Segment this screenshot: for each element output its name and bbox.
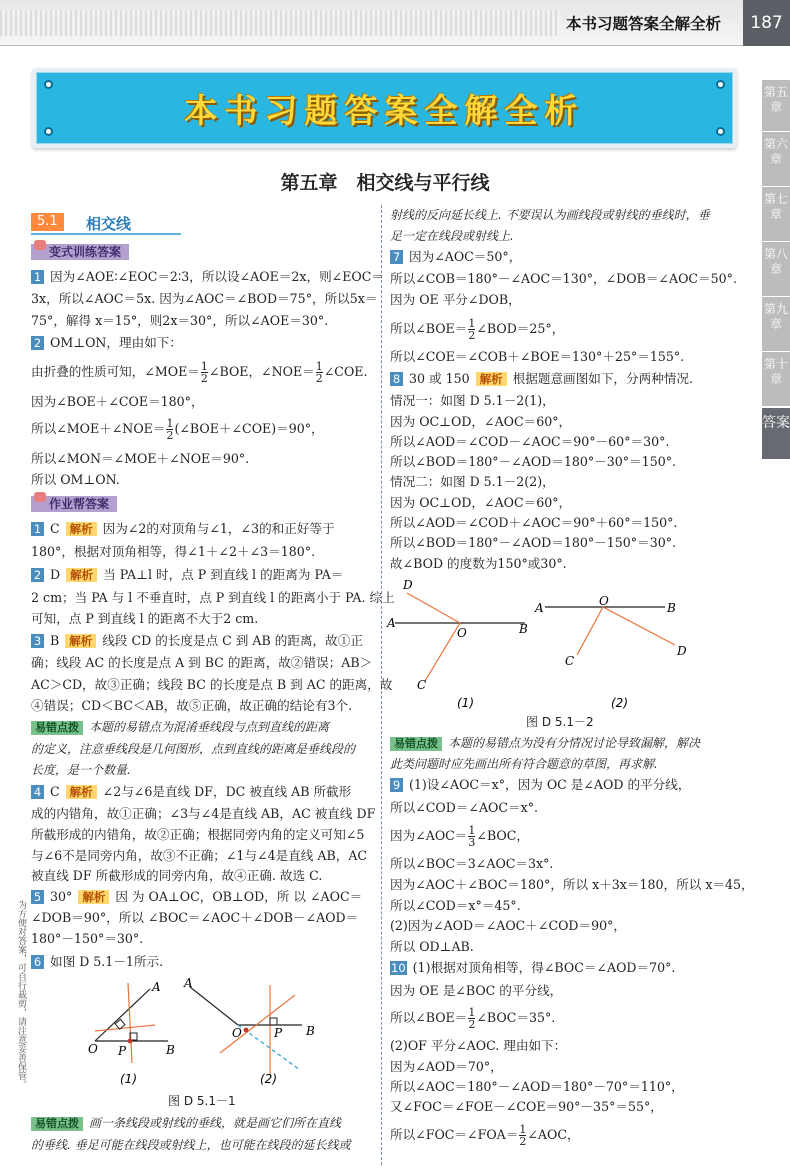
banner-rivet-icon [716,80,725,89]
answer-line: 2 cm；当 PA 与 l 不垂直时，点 P 到直线 l 的距离小于 PA. 综上 [31,590,395,605]
answer-line: 所以∠COB＝180°－∠AOC＝130°，∠DOB＝∠AOC＝50°. [390,271,737,286]
answer-line: 与∠6不是同旁内角，故③不正确；∠1与∠4是直线 AB，AC [31,848,368,863]
answer-line: (2)因为∠AOD＝∠AOC＋∠COD＝90°， [390,918,627,933]
answer-line: 所以∠COD＝x°＝45°. [390,898,521,913]
fraction: $\frac{1}{2}$ [166,417,174,442]
question-number: 1 [31,270,44,284]
question-number: 6 [31,955,44,969]
question-number: 8 [390,372,403,386]
answer-line: 因为 OC⊥OD，∠AOC＝60°， [390,414,572,429]
answer-line: 所以∠BOE＝ $\frac{1}{2}$ ∠BOC＝35°. [390,1006,556,1031]
svg-text:B: B [667,601,676,615]
note-tag: 易错点拨 [390,737,442,751]
answer-line: 所截形成的内错角，故②正确；根据同旁内角的定义可知∠5 [31,827,365,842]
answer-line: 6 如图 D 5.1－1所示. [31,953,163,971]
answer-line: 1 C 解析 因为∠2的对顶角与∠1，∠3的和正好等于 [31,520,335,538]
answer-line: 4 C 解析 ∠2与∠6是直线 DF，DC 被直线 AB 所截形 [31,783,351,801]
answer-line: 因为 OE 是∠BOC 的平分线， [390,983,563,998]
note-line: 易错点拨 画一条线段或射线的垂线，就是画它们所在直线 [31,1114,341,1132]
answer-line: 情况二：如图 D 5.1－2(2)， [390,474,555,489]
subheading-variant-training: 变式训练答案 [31,244,129,260]
svg-text:(1): (1) [457,696,474,710]
question-number: 3 [31,634,44,648]
question-number: 10 [391,961,406,975]
tab-chapter-8[interactable]: 第八章 [762,242,790,297]
svg-text:B: B [519,622,528,636]
answer-line: 7 因为∠AOC＝50°， [390,248,521,266]
note-line: 足一定在线段或射线上. [390,229,514,243]
answer-line: 所以∠FOC＝∠FOA＝ $\frac{1}{2}$ ∠AOC， [390,1123,580,1148]
tab-chapter-7[interactable]: 第七章 [762,187,790,242]
fraction: $\frac{1}{2}$ [200,360,208,385]
answer-line: 因为 OC⊥OD，∠AOC＝60°， [390,495,572,510]
svg-text:P: P [118,1044,127,1058]
fraction: $\frac{1}{2}$ [468,1006,476,1031]
answer-line: 因为∠AOC＝ $\frac{1}{3}$ ∠BOC， [390,824,529,849]
answer-line: AC＞CD，故③正确；线段 BC 的长度是点 B 到 AC 的距离，故 [31,677,393,692]
note-line: 射线的反向延长线上. 不要误认为画线段或射线的垂线时，垂 [390,208,710,222]
note-line: 此类问题时应先画出所有符合题意的草图，再求解. [390,757,658,771]
svg-text:B: B [306,1024,315,1038]
answer-line: 3x，所以∠AOC＝5x. 因为∠AOC＝∠BOD＝75°，所以5x＝ [31,291,378,306]
answer-line: (2)OF 平分∠AOC. 理由如下： [390,1038,567,1053]
answer-line: 被直线 DF 所截形成的同旁内角，故④正确. 故选 C. [31,868,323,883]
answer-line: 因为∠BOE＋∠COE＝180°， [31,394,204,409]
answer-line: 情况一：如图 D 5.1－2(1)， [390,393,555,408]
svg-text:O: O [457,626,467,640]
section-heading [31,211,186,233]
answer-line: 180°，根据对顶角相等，得∠1＋∠2＋∠3＝180°. [31,544,316,559]
svg-text:(2): (2) [611,696,628,710]
section-title: 相交线 [86,215,132,233]
banner-rivet-icon [44,127,53,136]
answer-line: 9 (1)设∠AOC＝x°，因为 OC 是∠AOD 的平分线， [390,776,690,794]
answer-line: 2 D 解析 当 PA⊥l 时，点 P 到直线 l 的距离为 PA＝ [31,566,343,584]
answer-line: 所以∠AOD＝∠COD－∠AOC＝90°－60°＝30°. [390,434,670,449]
answer-line: 因为∠AOD＝70°， [390,1059,503,1074]
tab-chapter-10[interactable]: 第十章 [762,352,790,407]
analysis-tag: 解析 [66,522,97,536]
answer-line: 所以 OD⊥AB. [390,939,474,954]
answer-line: 5 30° 解析 因 为 OA⊥OC，OB⊥OD，所 以 ∠AOC＝ [31,888,362,906]
answer-line: 180°－150°＝30°. [31,931,144,946]
svg-text:A: A [184,976,193,990]
svg-text:C: C [565,654,575,668]
svg-text:(2): (2) [260,1072,277,1086]
answer-line: 所以∠COE＝∠COB＋∠BOE＝130°＋25°＝155°. [390,349,685,364]
answer-line: 故∠BOD 的度数为150°或30°. [390,556,567,571]
svg-text:A: A [535,601,544,615]
tab-chapter-6[interactable]: 第六章 [762,132,790,187]
analysis-tag: 解析 [65,634,96,648]
svg-text:D: D [403,578,413,592]
svg-text:P: P [274,1026,283,1040]
svg-text:O: O [88,1042,98,1056]
answer-line: 10 (1)根据对顶角相等，得∠BOC＝∠AOD＝70°. [391,960,676,975]
answer-line: 所以 OM⊥ON. [31,472,120,487]
answer-banner [32,68,737,148]
answer-line: ∠DOB＝90°，所以 ∠BOC＝∠AOC＋∠DOB－∠AOD＝ [31,910,359,925]
svg-text:A: A [387,616,396,630]
question-number: 2 [31,568,44,582]
answer-line: 所以∠AOD＝∠COD＋∠AOC＝90°＋60°＝150°. [390,515,678,530]
tab-answers[interactable]: 答案 [762,408,790,460]
tab-chapter-9[interactable]: 第九章 [762,297,790,352]
answer-line: 所以∠BOE＝ $\frac{1}{2}$ ∠BOD＝25°， [390,317,565,342]
answer-line: 2 OM⊥ON，理由如下： [31,334,182,352]
answer-line: 所以∠BOC＝3∠AOC＝3x°. [390,856,554,871]
question-number: 4 [31,785,44,799]
analysis-tag: 解析 [66,568,97,582]
banner-title: 本书习题答案全解全析 [184,90,585,130]
answer-line: 所以∠BOD＝180°－∠AOD＝180°－150°＝30°. [390,535,677,550]
answer-line: 又∠FOC＝∠FOE－∠COE＝90°－35°＝55°， [390,1099,663,1114]
fraction: $\frac{1}{2}$ [519,1123,527,1148]
svg-text:D: D [677,644,687,658]
question-number: 9 [390,778,403,792]
note-tag: 易错点拨 [31,1117,83,1131]
answer-line: 因为 OE 平分∠DOB， [390,292,521,307]
question-number: 2 [31,336,44,350]
chapter-title: 第五章 相交线与平行线 [280,172,490,194]
cut-note: 为方便对答案，可自行裁剪，请注意妥善保管。 [16,900,26,1089]
header-title: 本书习题答案全解全析 [566,15,722,33]
svg-text:(1): (1) [120,1072,137,1086]
answer-line: ④错误；CD＜BC＜AB，故⑤正确，故正确的结论有3个. [31,698,353,713]
note-line: 长度，是一个数量. [31,763,131,777]
svg-text:B: B [166,1043,175,1057]
answer-line: 75°，解得 x＝15°，则2x＝30°，所以∠AOE＝30°. [31,313,329,328]
note-line: 易错点拨 本题的易错点为混淆垂线段与点到直线的距离 [31,718,329,736]
svg-text:A: A [152,980,161,994]
banner-rivet-icon [44,80,53,89]
answer-line: 所以∠COD＝∠AOC＝x°. [390,800,538,815]
answer-line: 所以∠AOC＝180°－∠AOD＝180°－70°＝110°， [390,1079,684,1094]
fraction: $\frac{1}{3}$ [468,824,476,849]
question-number: 5 [31,890,44,904]
header-stripe [0,10,560,36]
note-line: 易错点拨 本题的易错点为没有分情况讨论导致漏解，解决 [390,734,700,752]
answer-line: 由折叠的性质可知，∠MOE＝ $\frac{1}{2}$ ∠BOE，∠NOE＝ $\frac{1}{2}$ ∠COE. [31,360,368,385]
analysis-tag: 解析 [78,890,109,904]
answer-line: 因为∠AOC＋∠BOC＝180°，所以 x＋3x＝180，所以 x＝45， [390,877,754,892]
svg-text:C: C [417,678,427,692]
figure-d5-1-1 [80,975,330,1095]
tab-chapter-5[interactable]: 第五章 [762,80,790,132]
answer-line: 8 30 或 150 解析 根据题意画图如下，分两种情况. [390,370,693,388]
analysis-tag: 解析 [476,372,507,386]
analysis-tag: 解析 [66,785,97,799]
svg-text:O: O [232,1026,242,1040]
answer-line: 确；线段 AC 的长度是点 A 到 BC 的距离，故②错误；AB＞ [31,655,373,670]
figure-caption: 图 D 5.1－2 [526,715,594,729]
figure-d5-1-2 [385,575,685,715]
fraction: $\frac{1}{2}$ [468,317,476,342]
section-underline [31,233,181,235]
banner-rivet-icon [716,127,725,136]
answer-line: 所以∠MON＝∠MOE＋∠NOE＝90°. [31,451,250,466]
answer-line: 成的内错角，故①正确；∠3与∠4是直线 AB，AC 被直线 DF [31,806,376,821]
answer-line: 3 B 解析 线段 CD 的长度是点 C 到 AB 的距离，故①正 [31,632,363,650]
answer-line: 可知，点 P 到直线 l 的距离不大于2 cm. [31,611,259,626]
subheading-homework: 作业帮答案 [31,496,117,512]
note-line: 的垂线. 垂足可能在线段或射线上，也可能在线段的延长线或 [31,1138,351,1152]
question-number: 7 [390,250,403,264]
note-tag: 易错点拨 [31,721,83,735]
fraction: $\frac{1}{2}$ [315,360,323,385]
question-number: 1 [31,522,44,536]
answer-line: 所以∠BOD＝180°－∠AOD＝180°－30°＝150°. [390,454,677,469]
svg-text:O: O [599,594,609,608]
answer-line: 1 因为∠AOE∶∠EOC＝2∶3，所以设∠AOE＝2x，则∠EOC＝ [31,268,384,286]
page-number: 187 [743,0,790,46]
section-number: 5.1 [31,213,64,231]
figure-caption: 图 D 5.1－1 [168,1094,236,1108]
note-line: 的定义，注意垂线段是几何图形，点到直线的距离是垂线段的 [31,742,356,756]
answer-line: 所以∠MOE＋∠NOE＝ $\frac{1}{2}$ (∠BOE＋∠COE)＝90°， [31,417,324,442]
